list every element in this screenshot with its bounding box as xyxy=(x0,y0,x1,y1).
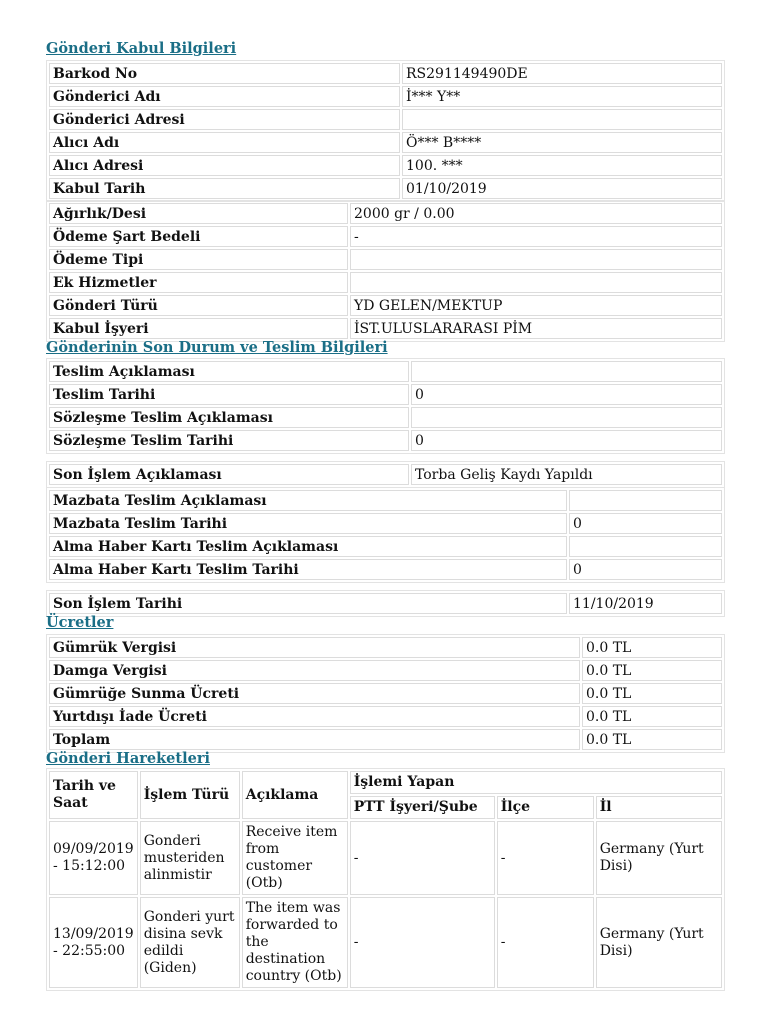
field-label: Mazbata Teslim Tarihi xyxy=(49,513,567,534)
table-row xyxy=(49,361,722,382)
cell-islem-turu: Gonderi yurt disina sevk edildi (Giden) xyxy=(140,897,240,988)
field-value xyxy=(402,109,722,130)
cell-aciklama: Receive item from customer (Otb) xyxy=(242,821,348,895)
field-label: Gönderici Adresi xyxy=(49,109,400,130)
field-value xyxy=(411,361,722,382)
field-label: Mazbata Teslim Açıklaması xyxy=(49,490,567,511)
table-row xyxy=(49,226,722,247)
field-label: Gümrük Vergisi xyxy=(49,637,580,658)
field-label: Damga Vergisi xyxy=(49,660,580,681)
field-label: Alıcı Adresi xyxy=(49,155,400,176)
cell-il: Germany (Yurt Disi) xyxy=(596,897,722,988)
table-row xyxy=(49,430,722,451)
cell-ptt: - xyxy=(350,897,495,988)
teslim-table-3 xyxy=(46,487,725,583)
table-row xyxy=(49,132,722,153)
kabul-table-1 xyxy=(46,60,725,202)
table-row xyxy=(49,706,722,727)
field-value xyxy=(350,272,722,293)
field-value: 0 xyxy=(411,430,722,451)
field-label: Gümrüğe Sunma Ücreti xyxy=(49,683,580,704)
table-row xyxy=(49,637,722,658)
table-row xyxy=(49,63,722,84)
field-label: Ödeme Şart Bedeli xyxy=(49,226,348,247)
field-label: Alma Haber Kartı Teslim Açıklaması xyxy=(49,536,567,557)
field-label: Teslim Açıklaması xyxy=(49,361,409,382)
col-header-ilce: İlçe xyxy=(497,796,594,819)
table-header-row xyxy=(49,771,722,794)
table-row xyxy=(49,660,722,681)
table-row xyxy=(49,897,722,988)
field-value: 0 xyxy=(569,559,722,580)
table-row xyxy=(49,513,722,534)
cell-ptt: - xyxy=(350,821,495,895)
kabul-table-2 xyxy=(46,200,725,342)
col-header-il: İl xyxy=(596,796,722,819)
cell-ilce: - xyxy=(497,821,594,895)
field-value: RS291149490DE xyxy=(402,63,722,84)
field-value: Ö*** B**** xyxy=(402,132,722,153)
table-row xyxy=(49,407,722,428)
table-row xyxy=(49,203,722,224)
table-row xyxy=(49,536,722,557)
table-row xyxy=(49,155,722,176)
field-value: 0.0 TL xyxy=(582,683,722,704)
field-value: - xyxy=(350,226,722,247)
ucretler-table xyxy=(46,634,725,753)
table-row xyxy=(49,683,722,704)
col-header-islem-turu: İşlem Türü xyxy=(140,771,240,819)
table-row xyxy=(49,821,722,895)
field-label: Gönderi Türü xyxy=(49,295,348,316)
table-row xyxy=(49,729,722,750)
table-row xyxy=(49,178,722,199)
table-row xyxy=(49,559,722,580)
field-value: 0 xyxy=(411,384,722,405)
field-label: Teslim Tarihi xyxy=(49,384,409,405)
field-label: Ek Hizmetler xyxy=(49,272,348,293)
field-label: Toplam xyxy=(49,729,580,750)
section-title-teslim[interactable]: Gönderinin Son Durum ve Teslim Bilgileri xyxy=(46,339,388,356)
table-row xyxy=(49,272,722,293)
cell-ilce: - xyxy=(497,897,594,988)
table-row xyxy=(49,86,722,107)
field-value: 0.0 TL xyxy=(582,660,722,681)
field-value: Torba Geliş Kaydı Yapıldı xyxy=(411,464,722,485)
field-label: Ağırlık/Desi xyxy=(49,203,348,224)
field-value: 0.0 TL xyxy=(582,637,722,658)
cell-aciklama: The item was forwarded to the destination country (Otb) xyxy=(242,897,348,988)
field-label: Gönderici Adı xyxy=(49,86,400,107)
teslim-table-1 xyxy=(46,358,725,454)
field-value: 0.0 TL xyxy=(582,706,722,727)
field-label: Ödeme Tipi xyxy=(49,249,348,270)
table-row xyxy=(49,249,722,270)
section-title-ucretler[interactable]: Ücretler xyxy=(46,614,114,631)
col-header-aciklama: Açıklama xyxy=(242,771,348,819)
table-row xyxy=(49,464,722,485)
field-value: 100. *** xyxy=(402,155,722,176)
table-row xyxy=(49,318,722,339)
table-row xyxy=(49,490,722,511)
field-value: YD GELEN/MEKTUP xyxy=(350,295,722,316)
field-label: Kabul İşyeri xyxy=(49,318,348,339)
teslim-table-2 xyxy=(46,461,725,488)
field-label: Son İşlem Açıklaması xyxy=(49,464,409,485)
hareketler-table xyxy=(46,768,725,991)
field-value: 0.0 TL xyxy=(582,729,722,750)
cell-tarih: 09/09/2019 - 15:12:00 xyxy=(49,821,138,895)
field-label: Yurtdışı İade Ücreti xyxy=(49,706,580,727)
section-title-hareketler[interactable]: Gönderi Hareketleri xyxy=(46,750,210,767)
table-row xyxy=(49,384,722,405)
field-label: Son İşlem Tarihi xyxy=(49,593,567,614)
cell-il: Germany (Yurt Disi) xyxy=(596,821,722,895)
cell-tarih: 13/09/2019 - 22:55:00 xyxy=(49,897,138,988)
field-value: İST.ULUSLARARASI PİM xyxy=(350,318,722,339)
field-label: Sözleşme Teslim Tarihi xyxy=(49,430,409,451)
section-title-kabul[interactable]: Gönderi Kabul Bilgileri xyxy=(46,40,237,57)
col-header-tarih: Tarih ve Saat xyxy=(49,771,138,819)
field-label: Barkod No xyxy=(49,63,400,84)
table-row xyxy=(49,593,722,614)
field-value xyxy=(411,407,722,428)
field-value: 11/10/2019 xyxy=(569,593,722,614)
field-value: 0 xyxy=(569,513,722,534)
cell-islem-turu: Gonderi musteriden alinmistir xyxy=(140,821,240,895)
table-row xyxy=(49,295,722,316)
field-value: İ*** Y** xyxy=(402,86,722,107)
col-header-islemi-yapan: İşlemi Yapan xyxy=(350,771,722,794)
field-label: Alıcı Adı xyxy=(49,132,400,153)
teslim-table-4 xyxy=(46,590,725,617)
field-label: Kabul Tarih xyxy=(49,178,400,199)
field-label: Alma Haber Kartı Teslim Tarihi xyxy=(49,559,567,580)
table-row xyxy=(49,109,722,130)
field-value: 01/10/2019 xyxy=(402,178,722,199)
field-value: 2000 gr / 0.00 xyxy=(350,203,722,224)
field-value xyxy=(569,490,722,511)
col-header-ptt: PTT İşyeri/Şube xyxy=(350,796,495,819)
field-value xyxy=(569,536,722,557)
field-label: Sözleşme Teslim Açıklaması xyxy=(49,407,409,428)
field-value xyxy=(350,249,722,270)
